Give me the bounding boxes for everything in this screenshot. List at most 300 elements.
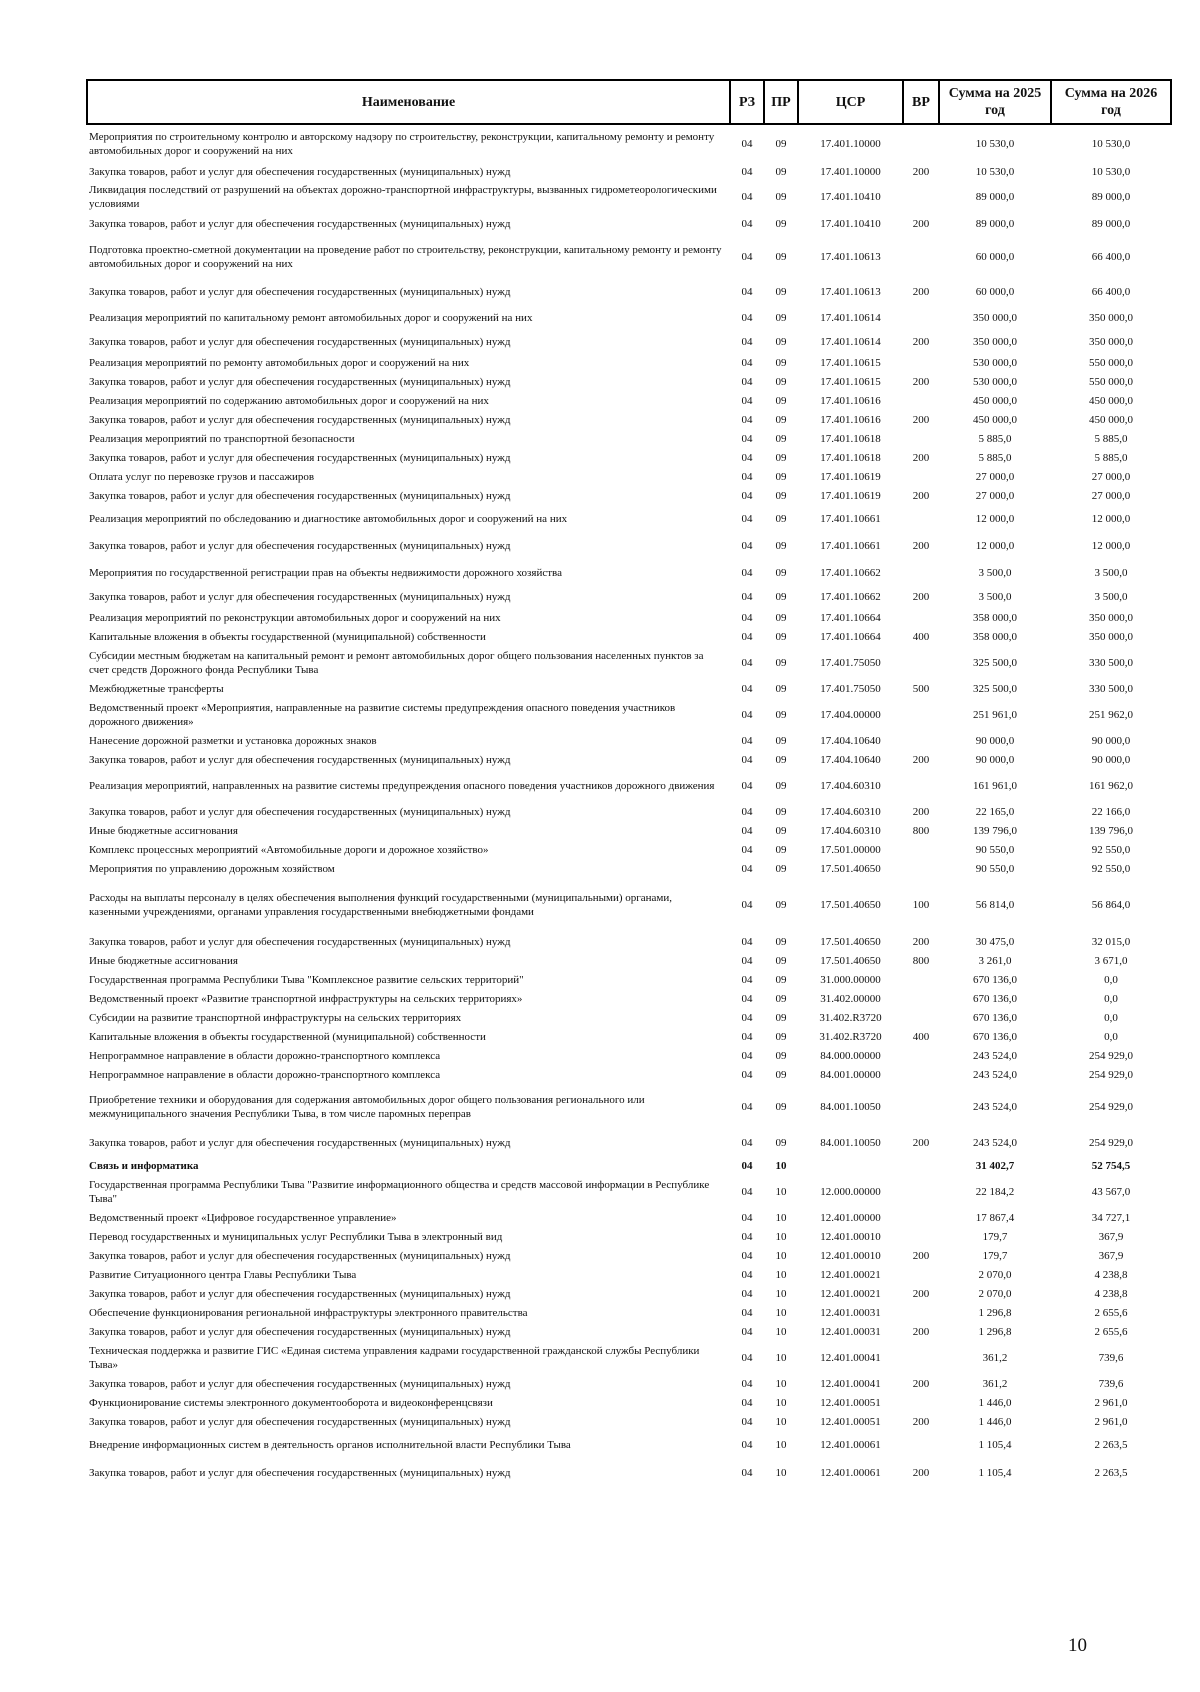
row-sum-2025: 1 105,4 [978,1466,1012,1479]
row-csr: 17.404.60310 [820,805,881,818]
row-sum-2026: 32 015,0 [1091,935,1131,948]
row-name: Реализация мероприятий по транспортной безопасности [89,432,355,445]
row-name: Мероприятия по управлению дорожным хозяйством [89,862,335,875]
row-name: Закупка товаров, работ и услуг для обеспечения государственных (муниципальных) нужд [89,375,511,388]
row-pr: 09 [775,591,787,603]
row-pr: 09 [775,1049,787,1062]
row-csr: 12.401.00031 [820,1306,881,1319]
row-pr: 09 [775,250,787,263]
row-vr: 200 [912,591,930,603]
row-pr: 09 [775,394,787,407]
row-vr: 200 [912,451,930,464]
row-csr: 17.404.60310 [820,824,881,837]
row-pr: 09 [775,630,787,643]
table-row [87,163,1171,181]
row-pr: 09 [775,824,787,837]
row-name: Закупка товаров, работ и услуг для обеспечения государственных (муниципальных) нужд [89,1415,511,1428]
row-name: Реализация мероприятий по ремонту автомобильных дорог и сооружений на них [89,356,470,369]
row-sum-2025: 243 524,0 [973,1049,1017,1062]
row-pr: 09 [775,138,787,150]
row-csr: 17.401.75050 [820,656,881,669]
row-name: Нанесение дорожной разметки и установка дорожных знаков [89,734,377,747]
row-vr: 200 [912,753,930,766]
table-body [87,124,1171,1486]
row-name: Техническая поддержка и развитие ГИС «Единая система управления кадрами государственной гражданской службы Республики Тыва» [89,1344,700,1371]
row-name: Иные бюджетные ассигнования [89,954,238,967]
row-sum-2026: 2 961,0 [1094,1396,1128,1409]
row-rz: 04 [741,489,753,502]
table-row [87,1129,1171,1156]
row-rz: 04 [741,312,753,324]
row-sum-2026: 3 500,0 [1094,591,1128,603]
row-sum-2026: 739,6 [1098,1377,1124,1390]
row-name: Подготовка проектно-сметной документации на проведение работ по строительству, реконструкции, капитальному ремонту и ремонту автомобильных дорог и сооружений на них [89,243,722,270]
row-sum-2026: 2 263,5 [1094,1466,1128,1479]
row-name: Закупка товаров, работ и услуг для обеспечения государственных (муниципальных) нужд [89,591,511,603]
table-row [87,627,1171,646]
row-sum-2026: 2 655,6 [1094,1306,1128,1319]
row-sum-2025: 361,2 [982,1351,1008,1364]
row-rz: 04 [741,1396,753,1409]
row-pr: 09 [775,312,787,324]
row-name: Реализация мероприятий по обследованию и диагностике автомобильных дорог и сооружений на них [89,512,568,525]
row-sum-2026: 10 530,0 [1091,138,1131,150]
row-rz: 04 [741,973,753,986]
row-vr: 400 [912,1030,930,1043]
row-sum-2025: 450 000,0 [973,394,1017,407]
row-pr: 09 [775,1030,787,1043]
row-vr [903,989,939,1008]
row-csr: 17.401.10616 [820,394,881,407]
row-sum-2025: 350 000,0 [973,312,1017,324]
row-pr: 09 [775,1068,787,1081]
row-sum-2025: 530 000,0 [973,356,1017,369]
row-pr: 09 [775,935,787,948]
row-name: Капитальные вложения в объекты государственной (муниципальной) собственности [89,1030,486,1043]
row-name: Реализация мероприятий по капитальному ремонт автомобильных дорог и сооружений на них [89,312,533,324]
row-name: Непрограммное направление в области дорожно-транспортного комплекса [89,1049,441,1062]
row-sum-2025: 60 000,0 [975,250,1015,263]
table-row [87,878,1171,932]
row-sum-2026: 2 263,5 [1094,1439,1128,1451]
row-sum-2026: 66 400,0 [1091,250,1131,263]
row-vr [903,559,939,586]
row-rz: 04 [741,285,753,298]
row-rz: 04 [741,1415,753,1428]
row-pr: 10 [775,1185,787,1198]
row-name: Закупка товаров, работ и услуг для обеспечения государственных (муниципальных) нужд [89,217,511,230]
row-csr: 17.501.40650 [820,954,881,967]
row-pr: 09 [775,432,787,445]
row-name: Закупка товаров, работ и услуг для обеспечения государственных (муниципальных) нужд [89,1466,511,1479]
row-csr: 17.401.10613 [820,285,881,298]
row-pr: 10 [775,1351,787,1364]
row-name: Закупка товаров, работ и услуг для обеспечения государственных (муниципальных) нужд [89,1325,511,1338]
row-pr: 10 [775,1415,787,1428]
row-rz: 04 [741,566,753,579]
row-name: Закупка товаров, работ и услуг для обеспечения государственных (муниципальных) нужд [89,336,511,348]
row-name: Развитие Ситуационного центра Главы Республики Тыва [89,1268,357,1281]
row-sum-2026: 0,0 [1104,973,1118,986]
row-name: Ликвидация последствий от разрушений на объектах дорожно-транспортной инфраструктуры, вызванных гидрометеорологическими условиями [89,183,717,210]
row-sum-2026: 161 962,0 [1089,779,1133,792]
row-sum-2026: 5 885,0 [1094,432,1128,445]
row-rz: 04 [741,1011,753,1024]
row-rz: 04 [741,779,753,792]
row-pr: 09 [775,470,787,483]
row-rz: 04 [741,753,753,766]
row-sum-2026: 350 000,0 [1089,611,1133,624]
row-sum-2025: 60 000,0 [975,285,1015,298]
table-row [87,1208,1171,1227]
row-csr: 12.401.00061 [820,1439,881,1451]
row-vr [903,1008,939,1027]
row-sum-2025: 1 446,0 [978,1415,1012,1428]
row-csr: 17.401.10618 [820,451,881,464]
row-pr: 09 [775,539,787,552]
table-row [87,1065,1171,1084]
row-rz: 04 [741,1287,753,1300]
row-name: Ведомственный проект «Мероприятия, направленные на развитие системы предупреждения опасного поведения участников дорожного движения» [89,701,676,728]
row-rz: 04 [741,1136,753,1149]
row-csr: 17.401.10661 [820,539,881,552]
row-rz: 04 [741,512,753,525]
row-pr: 09 [775,862,787,875]
table-row [87,429,1171,448]
row-vr: 200 [912,1325,930,1338]
row-rz: 04 [741,611,753,624]
header-name: Наименование [87,80,730,124]
row-pr: 09 [775,285,787,298]
row-csr: 17.401.10664 [820,630,881,643]
row-name: Обеспечение функционирования региональной инфраструктуры электронного правительства [89,1306,528,1319]
row-sum-2026: 330 500,0 [1089,656,1133,669]
row-sum-2026: 0,0 [1104,1030,1118,1043]
table-row [87,1284,1171,1303]
row-csr: 17.501.40650 [820,935,881,948]
row-sum-2026: 450 000,0 [1089,413,1133,426]
row-name: Реализация мероприятий по реконструкции автомобильных дорог и сооружений на них [89,611,501,624]
page-number: 10 [1068,1635,1087,1656]
table-row [87,305,1171,331]
row-pr: 09 [775,779,787,792]
table-row [87,1008,1171,1027]
row-vr: 200 [912,375,930,388]
row-sum-2026: 66 400,0 [1091,285,1131,298]
table-row [87,353,1171,372]
row-sum-2025: 361,2 [982,1377,1008,1390]
row-rz: 04 [741,708,753,721]
row-rz: 04 [741,356,753,369]
table-row [87,1265,1171,1284]
row-sum-2026: 367,9 [1098,1249,1124,1262]
row-csr: 17.401.10615 [820,356,881,369]
row-sum-2025: 1 105,4 [978,1439,1012,1451]
table-row [87,1175,1171,1208]
row-sum-2026: 5 885,0 [1094,451,1128,464]
row-sum-2026: 254 929,0 [1089,1049,1133,1062]
row-vr [903,698,939,731]
row-sum-2025: 2 070,0 [978,1287,1012,1300]
row-name: Ведомственный проект «Цифровое государственное управление» [89,1211,397,1224]
row-csr: 12.401.00041 [820,1377,881,1390]
row-csr: 17.501.40650 [820,862,881,875]
row-sum-2025: 179,7 [982,1249,1008,1262]
row-sum-2025: 12 000,0 [975,512,1015,525]
row-rz: 04 [741,1159,753,1172]
row-vr [903,1303,939,1322]
row-sum-2025: 12 000,0 [975,539,1015,552]
row-sum-2025: 450 000,0 [973,413,1017,426]
table-row [87,1431,1171,1459]
row-vr: 200 [912,805,930,818]
row-rz: 04 [741,413,753,426]
row-vr [903,124,939,163]
row-csr: 31.402.R3720 [819,1011,882,1024]
row-sum-2026: 52 754,5 [1091,1159,1131,1172]
row-name: Расходы на выплаты персоналу в целях обеспечения выполнения функций государственными (муниципальными) органами, казенными учреждениями, органами управления государственными внебюджетными фондами [89,892,673,918]
table-row [87,1027,1171,1046]
row-pr: 09 [775,899,787,911]
row-sum-2025: 179,7 [982,1230,1008,1243]
row-csr: 12.401.00061 [820,1466,881,1479]
row-vr [903,608,939,627]
row-sum-2025: 1 296,8 [978,1325,1012,1338]
table-row [87,1246,1171,1265]
row-rz: 04 [741,1030,753,1043]
row-sum-2026: 254 929,0 [1089,1100,1133,1113]
row-pr: 09 [775,375,787,388]
row-name: Закупка товаров, работ и услуг для обеспечения государственных (муниципальных) нужд [89,539,511,552]
row-sum-2025: 3 261,0 [978,954,1012,967]
row-sum-2026: 92 550,0 [1091,843,1131,856]
table-row [87,1393,1171,1412]
row-pr: 09 [775,805,787,818]
row-name: Закупка товаров, работ и услуг для обеспечения государственных (муниципальных) нужд [89,489,511,502]
row-rz: 04 [741,862,753,875]
row-vr [903,353,939,372]
row-sum-2026: 550 000,0 [1089,375,1133,388]
row-name: Закупка товаров, работ и услуг для обеспечения государственных (муниципальных) нужд [89,805,511,818]
row-pr: 10 [775,1230,787,1243]
row-csr: 31.000.00000 [820,973,881,986]
row-rz: 04 [741,630,753,643]
row-vr: 200 [912,1415,930,1428]
table-row [87,932,1171,951]
row-name: Перевод государственных и муниципальных услуг Республики Тыва в электронный вид [89,1230,503,1243]
row-sum-2025: 358 000,0 [973,611,1017,624]
table-row [87,769,1171,802]
table-row [87,951,1171,970]
row-sum-2026: 550 000,0 [1089,356,1133,369]
row-name: Непрограммное направление в области дорожно-транспортного комплекса [89,1068,441,1081]
row-sum-2026: 254 929,0 [1089,1068,1133,1081]
row-rz: 04 [741,899,753,911]
row-sum-2025: 358 000,0 [973,630,1017,643]
row-rz: 04 [741,451,753,464]
row-pr: 09 [775,992,787,1005]
row-name: Закупка товаров, работ и услуг для обеспечения государственных (муниципальных) нужд [89,1377,511,1390]
row-rz: 04 [741,992,753,1005]
row-pr: 10 [775,1306,787,1319]
row-sum-2026: 92 550,0 [1091,862,1131,875]
row-rz: 04 [741,1325,753,1338]
row-csr: 17.401.10618 [820,432,881,445]
row-pr: 09 [775,973,787,986]
table-row [87,467,1171,486]
row-name: Закупка товаров, работ и услуг для обеспечения государственных (муниципальных) нужд [89,935,511,948]
row-rz: 04 [741,954,753,967]
row-pr: 10 [775,1466,787,1479]
row-csr: 17.404.00000 [820,708,881,721]
row-pr: 09 [775,489,787,502]
row-sum-2025: 27 000,0 [975,489,1015,502]
row-rz: 04 [741,250,753,263]
row-csr: 17.404.60310 [820,779,881,792]
table-header [87,80,1171,124]
row-vr: 200 [912,1249,930,1262]
row-pr: 10 [775,1377,787,1390]
row-sum-2026: 10 530,0 [1091,166,1131,178]
row-vr: 800 [912,824,930,837]
row-csr: 12.401.00021 [820,1268,881,1281]
row-rz: 04 [741,470,753,483]
row-sum-2025: 1 446,0 [978,1396,1012,1409]
row-sum-2026: 90 000,0 [1091,753,1131,766]
row-vr [903,1341,939,1374]
row-csr: 17.401.10662 [820,591,881,603]
row-name: Закупка товаров, работ и услуг для обеспечения государственных (муниципальных) нужд [89,285,511,298]
row-sum-2025: 1 296,8 [978,1306,1012,1319]
row-name: Приобретение техники и оборудования для содержания автомобильных дорог общего пользования регионального или межмуниципального значения Республики Тыва, в том числе паромных переправ [89,1093,645,1120]
table-row [87,124,1171,163]
row-vr [903,970,939,989]
row-sum-2026: 12 000,0 [1091,539,1131,552]
row-name: Закупка товаров, работ и услуг для обеспечения государственных (муниципальных) нужд [89,166,511,178]
row-rz: 04 [741,1351,753,1364]
row-pr: 09 [775,682,787,695]
header-sum-2025: Сумма на 2025 год [939,80,1051,124]
row-name: Внедрение информационных систем в деятельность органов исполнительной власти Республики Тыва [89,1439,571,1451]
row-vr [903,429,939,448]
row-vr [903,646,939,679]
row-vr [903,1156,939,1175]
row-rz: 04 [741,1211,753,1224]
row-pr: 09 [775,356,787,369]
row-sum-2026: 2 961,0 [1094,1415,1128,1428]
row-sum-2025: 670 136,0 [973,1011,1017,1024]
row-csr: 84.001.00000 [820,1068,881,1081]
table-row [87,331,1171,353]
row-rz: 04 [741,843,753,856]
row-vr: 200 [912,1466,930,1479]
row-csr: 31.402.R3720 [819,1030,882,1043]
row-csr: 12.000.00000 [820,1185,881,1198]
row-sum-2025: 670 136,0 [973,1030,1017,1043]
row-rz: 04 [741,336,753,348]
row-sum-2025: 27 000,0 [975,470,1015,483]
row-pr: 09 [775,166,787,178]
row-sum-2025: 31 402,7 [975,1159,1015,1172]
row-sum-2025: 10 530,0 [975,138,1015,150]
table-row [87,821,1171,840]
row-vr: 200 [912,413,930,426]
row-csr: 17.401.10664 [820,611,881,624]
row-rz: 04 [741,682,753,695]
row-rz: 04 [741,217,753,230]
row-sum-2026: 12 000,0 [1091,512,1131,525]
row-sum-2025: 90 000,0 [975,753,1015,766]
row-rz: 04 [741,394,753,407]
row-sum-2025: 5 885,0 [978,451,1012,464]
table-row [87,679,1171,698]
row-pr: 10 [775,1396,787,1409]
row-name: Иные бюджетные ассигнования [89,824,238,837]
row-sum-2026: 27 000,0 [1091,470,1131,483]
row-rz: 04 [741,1306,753,1319]
row-name: Комплекс процессных мероприятий «Автомобильные дороги и дорожное хозяйство» [89,843,489,856]
row-vr [903,505,939,532]
row-pr: 09 [775,566,787,579]
row-pr: 09 [775,656,787,669]
row-rz: 04 [741,138,753,150]
table-row [87,505,1171,532]
row-sum-2025: 325 500,0 [973,682,1017,695]
row-csr: 12.401.00010 [820,1249,881,1262]
table-row [87,486,1171,505]
row-pr: 09 [775,708,787,721]
row-csr: 17.401.10410 [820,217,881,230]
row-sum-2026: 350 000,0 [1089,336,1133,348]
header-pr: ПР [764,80,798,124]
row-rz: 04 [741,656,753,669]
row-csr [798,1156,903,1175]
row-vr: 800 [912,954,930,967]
row-rz: 04 [741,1100,753,1113]
row-rz: 04 [741,1230,753,1243]
header-row [87,80,1171,124]
row-pr: 09 [775,336,787,348]
row-sum-2026: 4 238,8 [1094,1287,1128,1300]
row-pr: 09 [775,843,787,856]
row-pr: 10 [775,1211,787,1224]
row-csr: 84.000.00000 [820,1049,881,1062]
row-pr: 09 [775,1011,787,1024]
table-row [87,859,1171,878]
table-row [87,731,1171,750]
table-row [87,1459,1171,1486]
row-csr: 84.001.10050 [820,1136,881,1149]
row-sum-2025: 17 867,4 [975,1211,1015,1224]
row-csr: 12.401.00051 [820,1415,881,1428]
row-name: Реализация мероприятий, направленных на развитие системы предупреждения опасного поведения участников дорожного движения [89,779,715,792]
table-row [87,278,1171,305]
row-pr: 09 [775,753,787,766]
row-rz: 04 [741,1268,753,1281]
row-csr: 17.401.10613 [820,250,881,263]
row-sum-2026: 0,0 [1104,1011,1118,1024]
row-name: Закупка товаров, работ и услуг для обеспечения государственных (муниципальных) нужд [89,413,511,426]
row-vr: 200 [912,1136,930,1149]
row-csr: 17.401.10614 [820,336,881,348]
row-csr: 12.401.00041 [820,1351,881,1364]
row-name: Мероприятия по государственной регистрации прав на объекты недвижимости дорожного хозяйства [89,566,562,579]
row-rz: 04 [741,539,753,552]
row-vr: 200 [912,217,930,230]
row-pr: 10 [775,1325,787,1338]
row-vr [903,1265,939,1284]
table-row [87,559,1171,586]
